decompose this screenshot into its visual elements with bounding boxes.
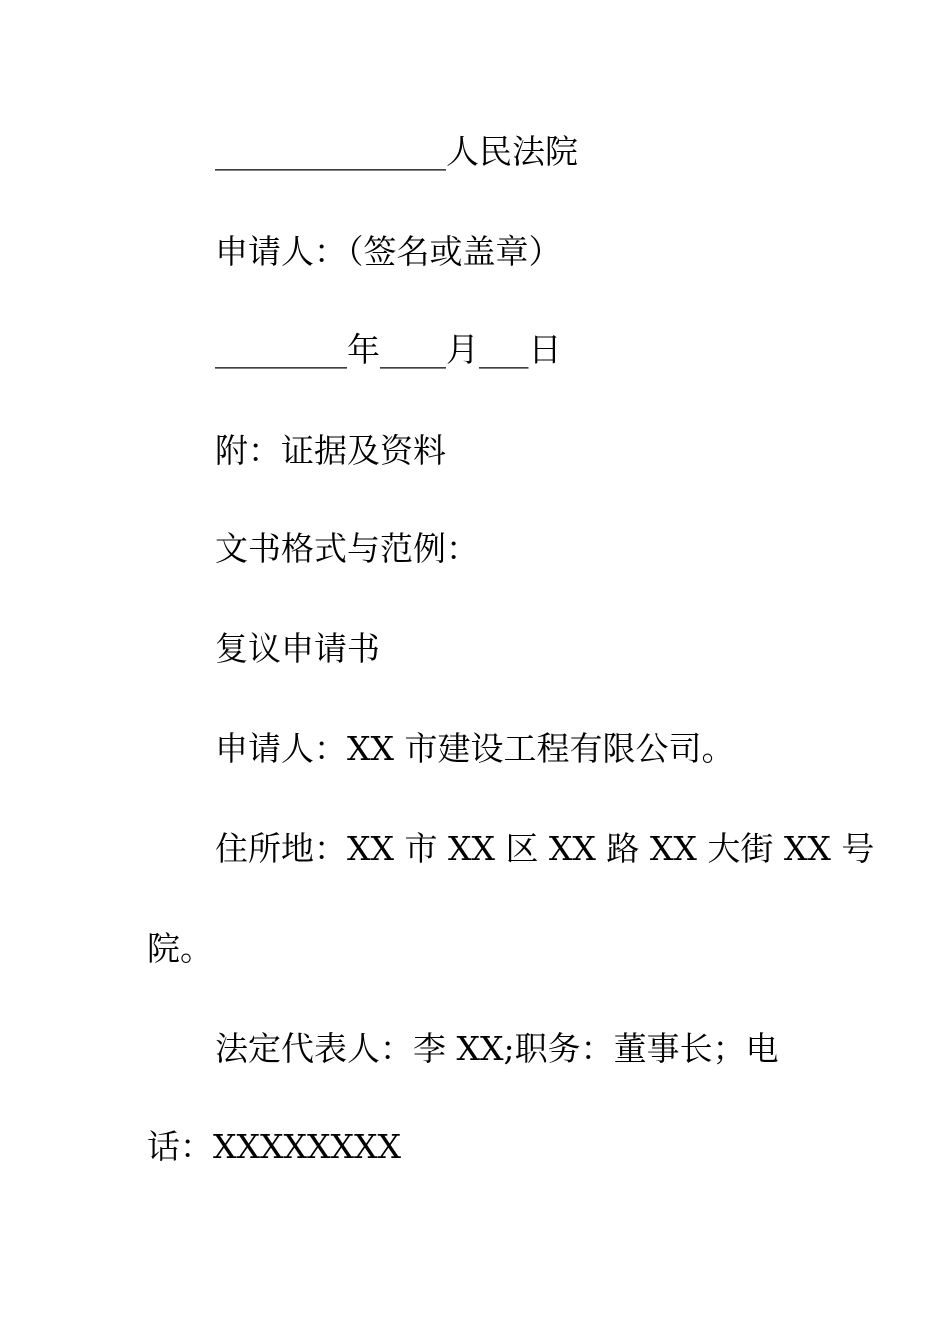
applicant-line: 申请人：XX 市建设工程有限公司。 — [215, 729, 735, 768]
applicant-signature-line: 申请人：（签名或盖章） — [215, 232, 562, 271]
attachment-line: 附：证据及资料 — [215, 431, 446, 470]
address-line: 住所地：XX 市 XX 区 XX 路 XX 大街 XX 号 — [215, 829, 875, 868]
legal-representative-line-continued: 话：XXXXXXXX — [147, 1127, 401, 1166]
date-line: ________年____月___日 — [215, 330, 562, 369]
address-line-continued: 院。 — [147, 929, 213, 968]
court-line: ______________人民法院 — [215, 132, 578, 171]
format-heading: 文书格式与范例： — [215, 529, 479, 568]
document-title: 复议申请书 — [215, 629, 380, 668]
legal-representative-line: 法定代表人：李 XX;职务：董事长；电 — [215, 1029, 779, 1068]
